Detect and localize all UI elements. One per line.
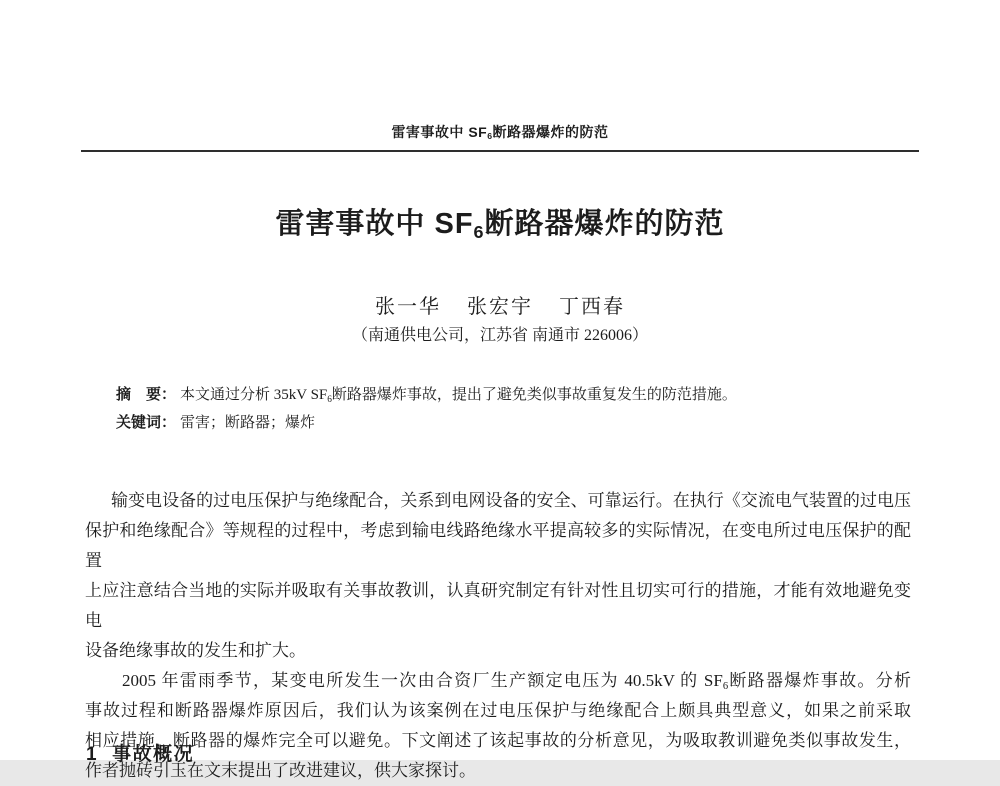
abstract-line [116,381,912,409]
abstract-text-post: 断路器爆炸事故，提出了避免类似事故重复发生的防范措施。 [331,387,737,403]
paragraph2-line1 [85,666,911,696]
section1-heading [86,739,194,766]
authors-line [0,290,1000,319]
keywords-text: 雷害；断路器；爆炸 [180,415,316,431]
paragraph1-line3: 上应注意结合当地的实际并吸取有关事故教训，认真研究制定有针对性且切实可行的措施，才能有效地避免变电 [85,581,911,630]
author-name-1: 张一华 [375,296,441,318]
abstract-block [116,381,912,437]
paragraph2-line4: 作者抛砖引玉在文末提出了改进建议，供大家探讨。 [85,761,476,780]
abstract-text-pre: 本文通过分析 35kV SF [180,387,328,403]
body-text [85,486,911,786]
running-header-text-post: 断路器爆炸的防范 [492,124,609,140]
running-header-text-pre: 雷害事故中 SF [391,124,488,140]
title-subscript: 6 [473,222,485,243]
paragraph2-subscript: 6 [722,680,729,692]
paragraph2-line2: 事故过程和断路器爆炸原因后，我们认为该案例在过电压保护与绝缘配合上颇具典型意义，如果之前采取 [85,701,911,720]
paragraph2-line1-post: 断路器爆炸事故。分析 [728,671,911,690]
affiliation-line: （南通供电公司，江苏省 南通市 226006） [351,327,648,344]
abstract-label: 摘 要： [116,386,177,403]
author-name-2: 张宏宇 [467,296,533,318]
running-header-subscript: 6 [487,131,493,142]
paper-title [0,201,1000,242]
paragraph2-line3: 相应措施，断路器的爆炸完全可以避免。下文阐述了该起事故的分析意见，为吸取教训避免类似事故发生， [85,731,911,750]
section1-title: 事故概况 [112,744,195,765]
keywords-line [116,409,912,437]
title-text-post: 断路器爆炸的防范 [484,208,725,240]
section1-number: 1 [86,744,99,765]
abstract-subscript: 6 [327,394,332,405]
header-rule [81,150,919,152]
title-text-pre: 雷害事故中 SF [275,208,474,240]
running-header [0,122,1000,142]
paragraph1-line4: 设备绝缘事故的发生和扩大。 [85,641,306,660]
author-name-3: 丁西春 [559,296,625,318]
paragraph2-line1-pre: 2005 年雷雨季节，某变电所发生一次由合资厂生产额定电压为 40.5kV 的 SF [122,671,723,690]
keywords-label: 关键词： [116,414,177,431]
paragraph1-line1: 输变电设备的过电压保护与绝缘配合，关系到电网设备的安全、可靠运行。在执行《交流电气装置的过电压 [111,491,911,510]
paragraph1-line2: 保护和绝缘配合》等规程的过程中，考虑到输电线路绝缘水平提高较多的实际情况，在变电所过电压保护的配置 [85,521,911,570]
